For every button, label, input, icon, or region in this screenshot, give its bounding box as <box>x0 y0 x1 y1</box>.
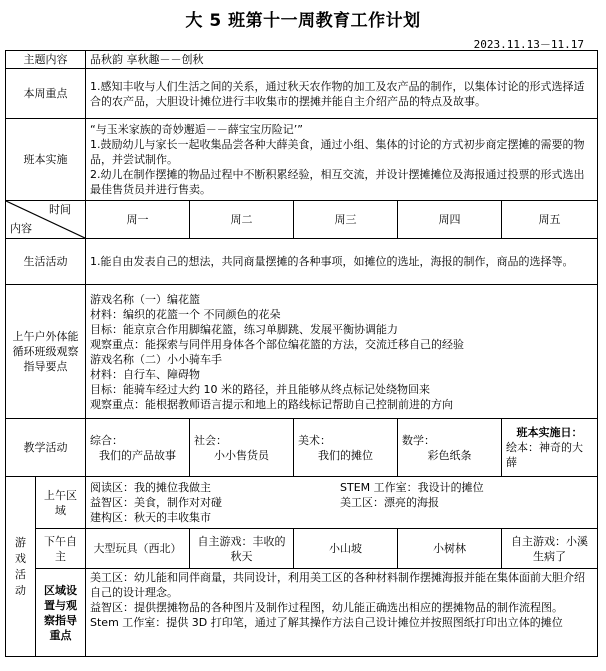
teaching-wed <box>294 419 398 477</box>
focus-value: 1.感知丰收与人们生活之间的关系，通过秋天农作物的加工及农产品的制作，以集体讨论的形式选择适合的农产品，大胆设计摊位进行丰收集市的摆摊并能自主介绍产品的特点及故事。 <box>86 69 598 119</box>
am-area-item: 益智区：美食，制作对对碰 <box>90 496 222 509</box>
am-area-label: 上午区域 <box>36 477 86 529</box>
am-area-row <box>6 477 598 529</box>
teaching-fri <box>502 419 598 477</box>
life-value: 1.能自由发表自己的想法，共同商量摆摊的各种事项，如摊位的选址，海报的制作，商品的选择等。 <box>86 239 598 285</box>
pm-tue: 自主游戏：丰收的秋天 <box>190 529 294 569</box>
practice-row <box>6 119 598 201</box>
pm-mon: 大型玩具（西北） <box>86 529 190 569</box>
focus-label: 本周重点 <box>6 69 86 119</box>
practice-label: 班本实施 <box>6 119 86 201</box>
pm-row <box>6 529 598 569</box>
pm-fri: 自主游戏：小溪生病了 <box>502 529 598 569</box>
theme-value: 品秋韵 享秋趣－－创秋 <box>86 51 598 69</box>
practice-line: 1.鼓励幼儿与家长一起收集品尝各种大薛美食，通过小组、集体的讨论的方式初步商定摆摊的需要的物品，并尝试制作。 <box>90 138 585 166</box>
outdoor-line: 材料：编织的花篮一个 不同颜色的花朵 <box>90 307 281 321</box>
outdoor-line: 目标：能骑车经过大约 10 米的路径，并且能够从终点标记处绕物回来 <box>90 382 430 396</box>
am-area-item: STEM 工作室：我设计的摊位 <box>340 481 484 494</box>
outdoor-label: 上午户外体能循环班级观察指导要点 <box>6 285 86 419</box>
outdoor-line: 目标：能京京合作用脚编花篮，练习单脚跳、发展平衡协调能力 <box>90 322 398 336</box>
day-header-wed: 周三 <box>294 201 398 239</box>
outdoor-line: 观察重点：能探索与同伴用身体各个部位编花篮的方法，交流迁移自己的经验 <box>90 337 464 351</box>
outdoor-row <box>6 285 598 419</box>
life-row <box>6 239 598 285</box>
theme-row <box>6 51 598 69</box>
outdoor-value <box>86 285 598 419</box>
teaching-name: 我们的产品故事 <box>99 448 176 462</box>
life-label: 生活活动 <box>6 239 86 285</box>
day-header-fri: 周五 <box>502 201 598 239</box>
area-setup-row <box>6 569 598 657</box>
teaching-subject: 综合： <box>90 433 123 447</box>
area-setup-line: 益智区：提供摆摊物品的各种图片及制作过程图，幼儿能正确选出相应的摆摊物品的制作流程图。 <box>90 601 563 614</box>
day-header-tue: 周二 <box>190 201 294 239</box>
area-setup-value <box>86 569 598 657</box>
teaching-tue <box>190 419 294 477</box>
pm-wed: 小山坡 <box>294 529 398 569</box>
teaching-subject: 美术： <box>298 433 331 447</box>
practice-line: 2.幼儿在制作摆摊的物品过程中不断积累经验，相互交流，并设计摆摊摊位及海报通过投票的形式选出最佳售货员并进行售卖。 <box>90 168 585 196</box>
area-setup-label: 区域设置与观察指导重点 <box>36 569 86 657</box>
game-label: 游戏活动 <box>15 535 26 597</box>
outdoor-line: 材料：自行车、障碍物 <box>90 367 200 381</box>
teaching-name: 小小售货员 <box>214 448 269 462</box>
outdoor-line: 游戏名称（二）小小骑车手 <box>90 352 222 366</box>
teaching-label: 教学活动 <box>6 419 86 477</box>
practice-value <box>86 119 598 201</box>
pm-thu: 小树林 <box>398 529 502 569</box>
game-label-cell <box>6 477 36 657</box>
time-content-header <box>6 201 86 239</box>
am-area-item: 美工区：漂亮的海报 <box>340 496 439 509</box>
area-setup-line: 美工区：幼儿能和同伴商量，共同设计，利用美工区的各种材料制作摆摊海报并能在集体面前大胆介绍自己的设计理念。 <box>90 571 585 599</box>
teaching-row <box>6 419 598 477</box>
friday-title: 班本实施日： <box>516 426 583 439</box>
friday-detail: 绘本：神奇的大薛 <box>506 441 583 469</box>
am-area-item: 阅读区：我的摊位我做主 <box>90 481 211 494</box>
date-range: 2023.11.13－11.17 <box>473 38 584 51</box>
plan-table <box>5 50 598 657</box>
teaching-name: 彩色纸条 <box>427 448 472 462</box>
teaching-name: 我们的摊位 <box>318 448 373 462</box>
weekday-header-row <box>6 201 598 239</box>
teaching-thu <box>398 419 502 477</box>
am-area-left <box>90 480 340 525</box>
outdoor-line: 游戏名称（一）编花篮 <box>90 292 200 306</box>
teaching-subject: 数学： <box>402 433 435 447</box>
focus-row <box>6 69 598 119</box>
time-label: 时间 <box>49 203 71 216</box>
page-title: 大 5 班第十一周教育工作计划 <box>185 11 421 31</box>
am-area-value <box>86 477 598 529</box>
teaching-mon <box>86 419 190 477</box>
am-area-right <box>340 480 484 525</box>
area-setup-line: Stem 工作室：提供 3D 打印笔，通过了解其操作方法自己设计摊位并按照图纸打印出立体的摊位 <box>90 616 563 629</box>
pm-label: 下午自主 <box>36 529 86 569</box>
teaching-subject: 社会： <box>194 433 227 447</box>
am-area-item: 建构区：秋天的丰收集市 <box>90 511 211 524</box>
theme-label: 主题内容 <box>6 51 86 69</box>
outdoor-line: 观察重点：能根据教师语言提示和地上的路线标记帮助自己控制前进的方向 <box>90 397 453 411</box>
practice-line: “与玉米家族的奇妙邂逅－－薛宝宝历险记’” <box>90 123 303 136</box>
day-header-thu: 周四 <box>398 201 502 239</box>
content-label: 内容 <box>10 222 32 235</box>
day-header-mon: 周一 <box>86 201 190 239</box>
